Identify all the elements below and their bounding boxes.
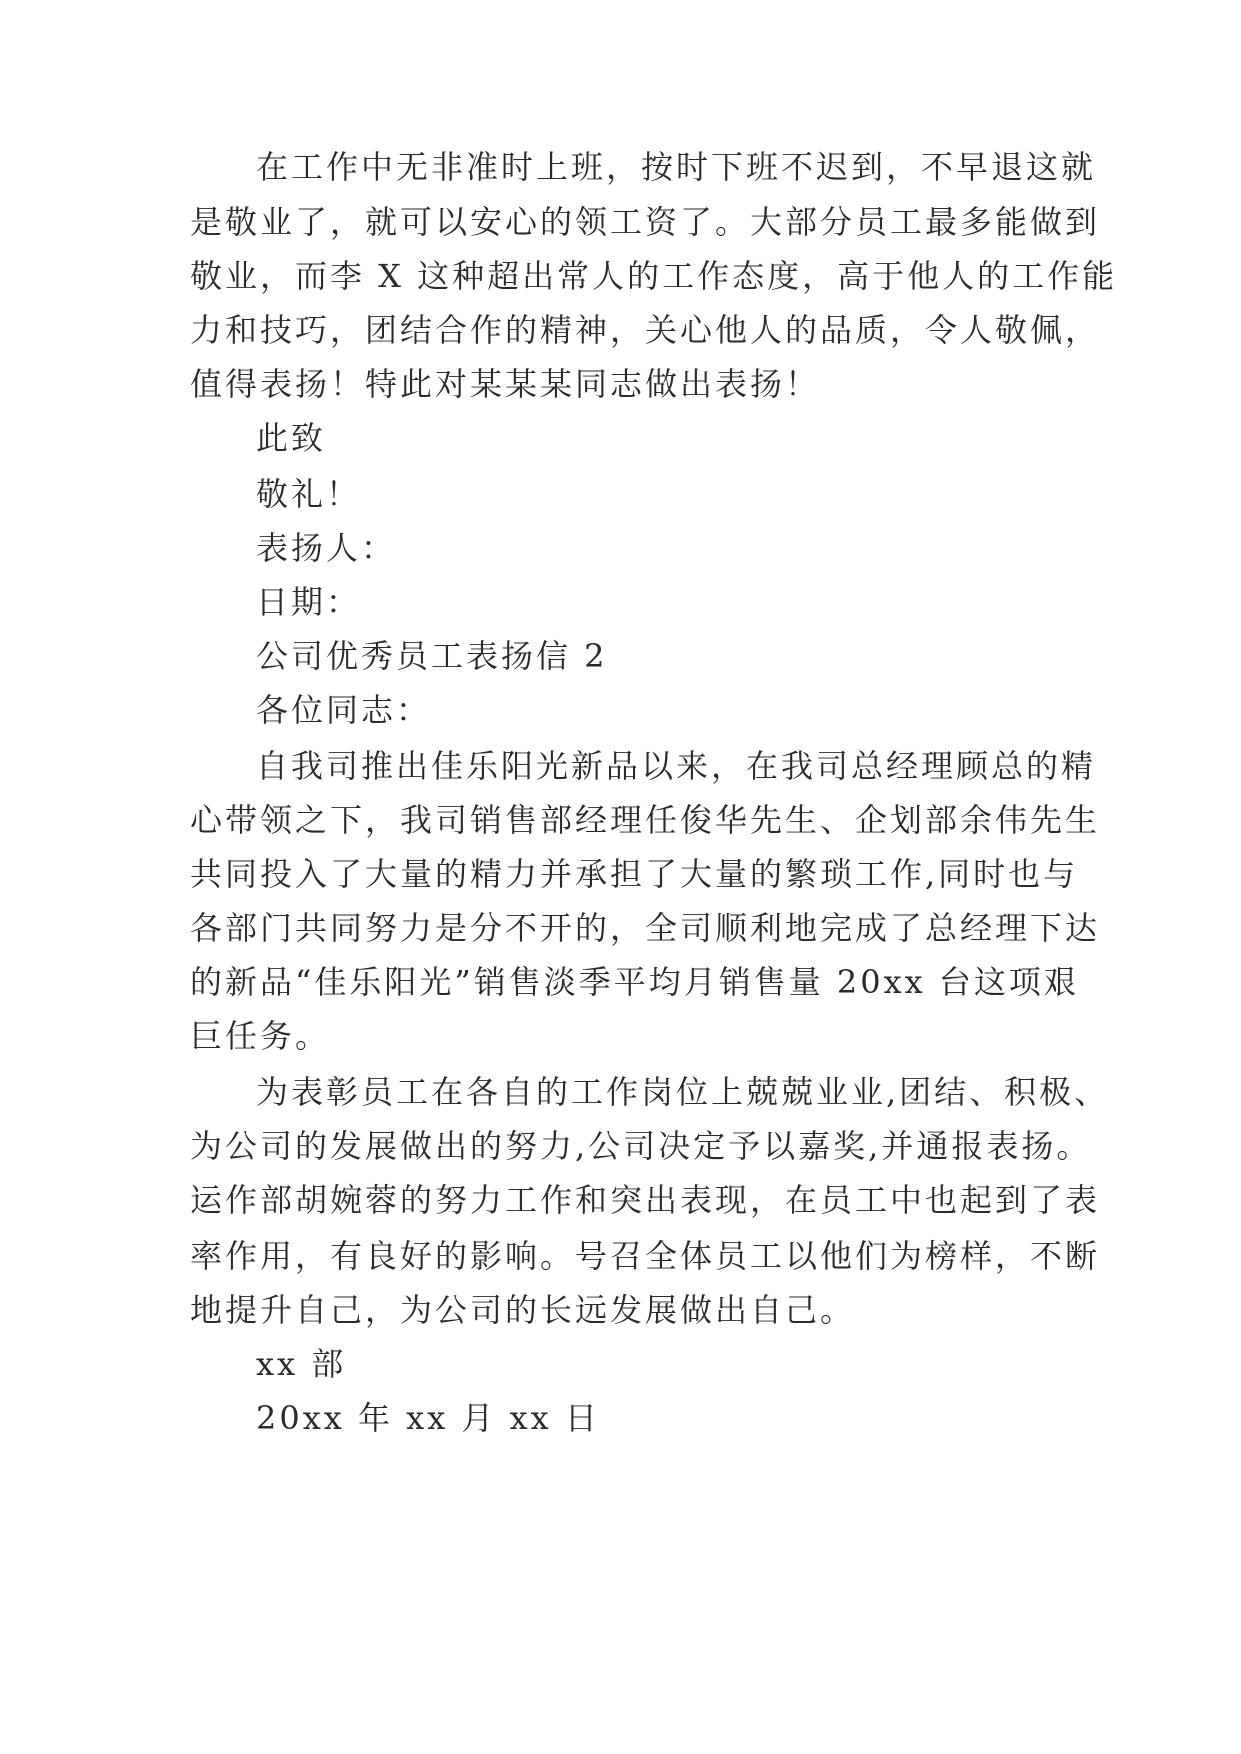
letter-date: 20xx 年 xx 月 xx 日 — [256, 1399, 600, 1437]
paragraph-line: 心带领之下，我司销售部经理任俊华先生、企划部余伟先生 — [190, 801, 1101, 839]
paragraph-line: 是敬业了，就可以安心的领工资了。大部分员工最多能做到 — [190, 203, 1101, 241]
department-signature: xx 部 — [256, 1345, 347, 1383]
signer-label: 表扬人： — [256, 529, 397, 567]
paragraph-line: 地提升自己，为公司的长远发展做出自己。 — [190, 1291, 856, 1329]
paragraph-line: 运作部胡婉蓉的努力工作和突出表现，在员工中也起到了表 — [190, 1181, 1101, 1219]
paragraph-line: 的新品“佳乐阳光”销售淡季平均月销售量 20xx 台这项艰 — [190, 963, 1079, 1001]
paragraph-line: 力和技巧，团结合作的精神，关心他人的品质，令人敬佩， — [190, 311, 1101, 349]
paragraph-line: 各部门共同努力是分不开的，全司顺利地完成了总经理下达 — [190, 909, 1101, 947]
paragraph-line: 率作用，有良好的影响。号召全体员工以他们为榜样，不断 — [190, 1237, 1101, 1275]
salute: 敬礼！ — [256, 475, 362, 513]
paragraph-line: 自我司推出佳乐阳光新品以来，在我司总经理顾总的精 — [256, 747, 1097, 785]
paragraph-line: 巨任务。 — [190, 1017, 331, 1055]
date-label: 日期： — [256, 583, 362, 621]
paragraph-line: 为公司的发展做出的努力,公司决定予以嘉奖,并通报表扬。 — [190, 1127, 1092, 1165]
closing-phrase: 此致 — [256, 419, 327, 457]
paragraph-line: 为表彰员工在各自的工作岗位上兢兢业业,团结、积极、 — [256, 1073, 1110, 1111]
paragraph-line: 敬业，而李 X 这种超出常人的工作态度，高于他人的工作能 — [190, 257, 1118, 295]
paragraph-line: 共同投入了大量的精力并承担了大量的繁琐工作,同时也与 — [190, 855, 1079, 893]
letter-title: 公司优秀员工表扬信 2 — [256, 637, 608, 675]
paragraph-line: 值得表扬！特此对某某某同志做出表扬！ — [190, 365, 821, 403]
greeting: 各位同志： — [256, 691, 432, 729]
paragraph-line: 在工作中无非准时上班，按时下班不迟到，不早退这就 — [256, 148, 1097, 186]
